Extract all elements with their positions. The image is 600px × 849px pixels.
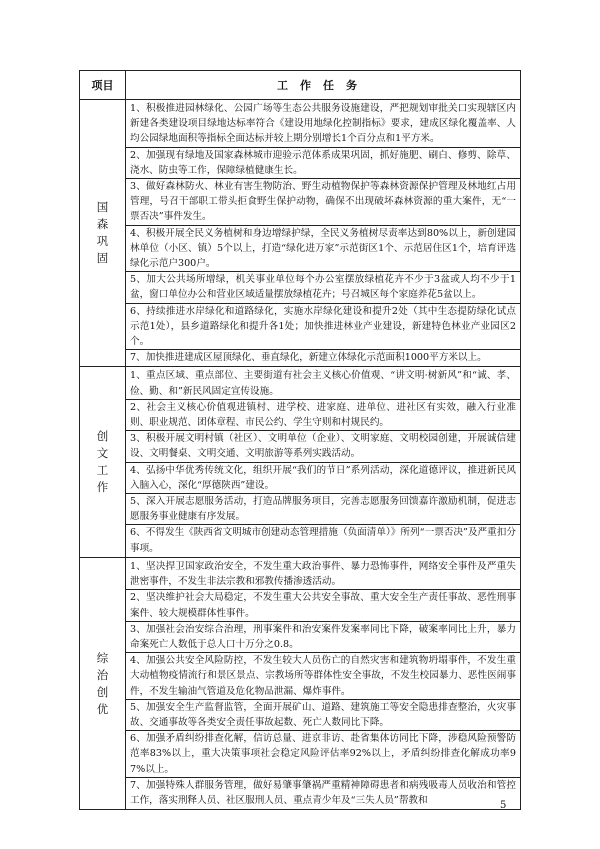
task-item: 1、积极推进园林绿化、公园广场等生态公共服务设施建设，严把规划审批关口实现辖区内新建各类建设项目绿地达标率符合《建设用地绿化控制指标》要求，建成区绿化覆盖率、人均公园绿地面积等指标全面达标并较上期分别增长1个百分点和1平方米。 xyxy=(130,103,516,145)
page-number: 5 xyxy=(500,800,507,811)
header-task xyxy=(126,71,521,100)
section-row-national-forest xyxy=(80,100,521,367)
task-item: 7、加强特殊人群服务管理，做好易肇事肇祸严重精神障碍患者和病残吸毒人员收治和管控工作，落实刑释人员、社区服刑人员、重点青少年及“三失人员”帮教和 xyxy=(126,777,520,808)
task-item: 3、积极开展文明村镇（社区）、文明单位（企业）、文明家庭、文明校园创建，开展诚信建设、文明餐桌、文明交通、文明旅游等系列实践活动。 xyxy=(126,430,520,461)
header-item: 项目 xyxy=(80,71,126,100)
section-row-governance xyxy=(80,557,521,809)
task-item: 7、加快推进建成区屋顶绿化、垂直绿化，新建立体绿化示范面积1000平方米以上。 xyxy=(126,349,520,365)
task-item: 2、坚决维护社会大局稳定，不发生重大公共安全事故、重大安全生产责任事故、恶性刑事案件、较大规模群体性事件。 xyxy=(126,589,520,620)
header-task-label: 工作任务 xyxy=(277,79,369,92)
section-tasks xyxy=(126,367,521,557)
section-label: 综治创优 xyxy=(96,650,109,716)
section-label: 国森巩固 xyxy=(96,200,109,266)
task-item: 6、加强矛盾纠纷排查化解，信访总量、进京非访、赴省集体访同比下降，涉稳风险预警防范率83%以上，重大决策事项社会稳定风险评估率92%以上，矛盾纠纷排查化解成功率97%以上。 xyxy=(126,730,520,777)
section-label-cell xyxy=(80,100,126,367)
section-label-cell xyxy=(80,367,126,557)
task-item: 1、重点区域、重点部位、主要街道有社会主义核心价值观、“讲文明·树新风”和“诚、孝、俭、勤、和”新民风固定宣传设施。 xyxy=(130,370,516,397)
task-item: 5、加强安全生产监督监管，全面开展矿山、道路、建筑施工等安全隐患排查整治，火灾事故、交通事故等各类安全责任事故起数、死亡人数同比下降。 xyxy=(126,699,520,730)
section-tasks xyxy=(126,557,521,809)
task-item: 5、深入开展志愿服务活动，打造品牌服务项目，完善志愿服务回馈嘉许激励机制，促进志愿服务事业健康有序发展。 xyxy=(126,493,520,524)
section-label: 创文工作 xyxy=(96,429,109,495)
task-item: 1、坚决捍卫国家政治安全，不发生重大政治事件、暴力恐怖事件，网络安全事件及严重失泄密事件，不发生非法宗教和邪教传播渗透活动。 xyxy=(130,560,516,588)
task-table xyxy=(79,70,521,810)
task-item: 4、加强公共安全风险防控，不发生较大人员伤亡的自然灾害和建筑物坍塌事件，不发生重大动植物疫情流行和景区景点、宗教场所等群体性安全事故，不发生校园暴力、恶性医闹事件，不发生输油气管道及危化物品泄漏、爆炸事件。 xyxy=(126,652,520,699)
task-item: 2、社会主义核心价值观进镇村、进学校、进家庭、进单位、进社区有实效，融入行业准则、职业规范、团体章程、市民公约、学生守则和村规民约。 xyxy=(126,399,520,430)
task-item: 4、积极开展全民义务植树和身边增绿护绿，全民义务植树尽责率达到80%以上，新创建园林单位（小区、镇）5个以上，打造“绿化进万家”示范街区1个、示范居住区1个，培育评选绿化示范户300户。 xyxy=(126,225,520,272)
task-item: 6、持续推进水岸绿化和道路绿化，实施水岸绿化建设和提升2处（其中生态提防绿化试点示范1处），县乡道路绿化和提升各1处；加快推进林业产业建设，新建特色林业产业园区2个。 xyxy=(126,303,520,350)
section-label-cell xyxy=(80,557,126,809)
task-item: 4、弘扬中华优秀传统文化，组织开展“我们的节日”系列活动，深化道德评议，推进新民风入脑入心，深化“厚德陕西”建设。 xyxy=(126,462,520,493)
table-header-row xyxy=(80,71,521,100)
section-tasks xyxy=(126,100,521,367)
task-item: 2、加强现有绿地及国家森林城市迎验示范体系成果巩固，抓好施肥、刷白、修剪、除草、浇水、防虫等工作，保障绿植健康生长。 xyxy=(126,147,520,178)
task-item: 3、做好森林防火、林业有害生物防治、野生动植物保护等森林资源保护管理及林地红占用管理，号召干部职工带头拒食野生保护动物，确保不出现破坏森林资源的重大案件，无“一票否决”事件发生。 xyxy=(126,178,520,225)
task-item: 6、不得发生《陕西省文明城市创建动态管理措施（负面清单）》所列“一票否决”及严重扣分事项。 xyxy=(126,524,520,555)
task-item: 3、加强社会治安综合治理，刑事案件和治安案件发案率同比下降，破案率同比上升，暴力命案死亡人数低于总人口十万分之0.8。 xyxy=(126,621,520,652)
section-row-civilization xyxy=(80,367,521,557)
task-item: 5、加大公共场所增绿，机关事业单位每个办公室摆放绿植花卉不少于3盆或人均不少于1盆，窗口单位办公和营业区域适量摆放绿植花卉；号召城区每个家庭养花5盆以上。 xyxy=(126,271,520,302)
